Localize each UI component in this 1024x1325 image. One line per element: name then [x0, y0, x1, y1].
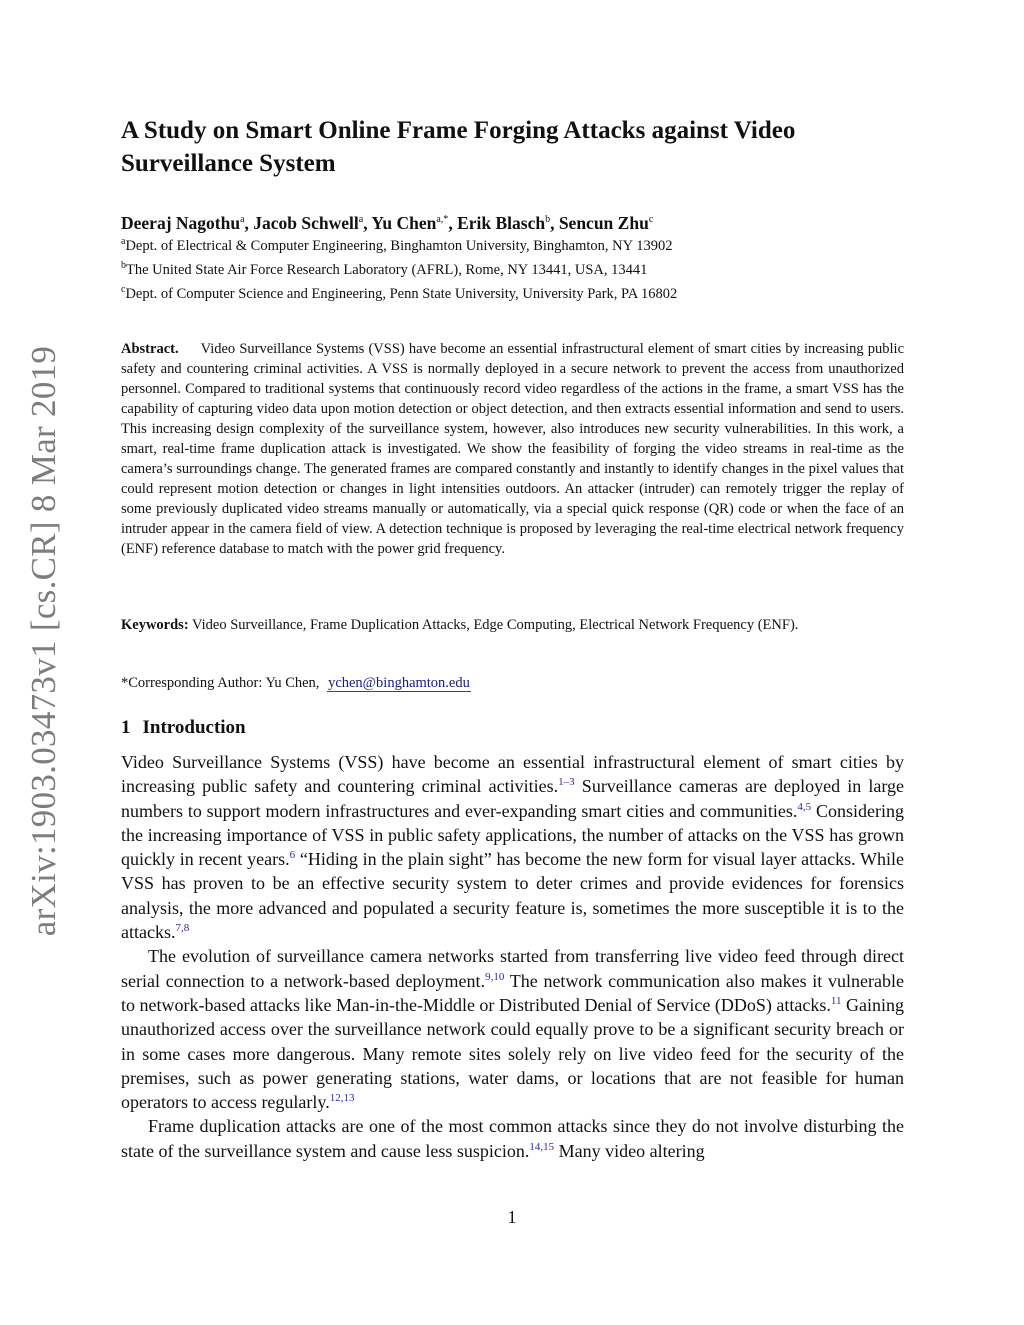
- keywords: [121, 615, 798, 635]
- author-affiliation-mark: a: [358, 214, 364, 225]
- corresponding-email-link[interactable]: ychen@binghamton.edu: [328, 675, 470, 691]
- author-list: [121, 208, 653, 235]
- author-affiliation-mark: a: [240, 214, 245, 225]
- affiliation-mark: a: [121, 236, 126, 247]
- paragraph-text: Video Surveillance Systems (VSS) have become an essential infrastructural element of smart cities by increasing public safety and countering criminal activities.: [121, 752, 904, 797]
- author-name: Erik Blasch: [457, 212, 546, 233]
- paragraph-text: The evolution of surveillance camera networks started from transferring live video feed through direct serial connection to a network-based deployment.: [121, 946, 904, 991]
- author-separator: ,: [448, 212, 458, 233]
- section-title: Introduction: [142, 717, 246, 738]
- author-name: Jacob Schwell: [253, 212, 359, 233]
- paragraph-text: Many video altering: [554, 1140, 705, 1161]
- citation-link[interactable]: 6: [289, 849, 296, 862]
- corresponding-author: [121, 673, 471, 693]
- citation-link[interactable]: 12,13: [329, 1092, 355, 1105]
- author-name: Sencun Zhu: [558, 212, 649, 233]
- citation-link[interactable]: 14,15: [529, 1140, 555, 1153]
- keywords-label: Keywords:: [121, 617, 189, 633]
- paragraph: [121, 750, 904, 944]
- page-number: 1: [507, 1207, 517, 1227]
- author-affiliation-mark: a,*: [436, 214, 449, 225]
- affiliation-list: [121, 232, 677, 303]
- corresponding-author-label: *Corresponding Author: Yu Chen,: [121, 675, 320, 691]
- affiliation-mark: b: [121, 259, 126, 271]
- citation-link[interactable]: 11: [830, 994, 842, 1007]
- affiliation-text: Dept. of Electrical & Computer Engineering, Binghamton University, Binghamton, NY 13902: [125, 237, 673, 254]
- abstract: [121, 339, 904, 559]
- keywords-text: Video Surveillance, Frame Duplication Attacks, Edge Computing, Electrical Network Frequency (ENF).: [192, 617, 799, 633]
- section-heading-introduction: [121, 715, 246, 741]
- author-affiliation-mark: c: [648, 214, 654, 225]
- affiliation: [121, 280, 677, 304]
- affiliation-mark: c: [121, 283, 126, 295]
- paragraph: [121, 1114, 904, 1163]
- author-name: Deeraj Nagothu: [121, 212, 241, 233]
- paragraph-text: Gaining unauthorized access over the surveillance network could equally prove to be a significant security breach or in some cases more dangerous. Many remote sites solely rely on live video feed for the security of the premises, such as power generating stations, water dams, or locations that are not feasible for human operators to access regularly.: [121, 994, 904, 1113]
- paragraph: [121, 944, 904, 1114]
- paragraph-text: Frame duplication attacks are one of the most common attacks since they do not involve disturbing the state of the surveillance system and cause less suspicion.: [121, 1116, 904, 1161]
- affiliation: [121, 232, 677, 256]
- citation-link[interactable]: 7,8: [175, 922, 190, 935]
- paragraph-text: The network communication also makes it vulnerable to network-based attacks like Man-in-the-Middle or Distributed Denial of Service (DDoS) attacks.: [121, 970, 905, 1015]
- introduction-body: [121, 750, 904, 1163]
- author-name: Yu Chen: [371, 212, 437, 233]
- abstract-label: Abstract.: [121, 341, 179, 357]
- arxiv-identifier: [20, 345, 68, 937]
- paragraph-text: Surveillance cameras are deployed in large numbers to support modern infrastructures and ever-expanding smart cities and communities.: [121, 776, 905, 821]
- citation-link[interactable]: 1–3: [558, 776, 575, 789]
- author-separator: ,: [550, 212, 559, 233]
- paper-title: A Study on Smart Online Frame Forging Attacks against Video Surveillance System: [121, 117, 796, 177]
- section-number: 1: [121, 717, 131, 738]
- author-separator: ,: [244, 212, 254, 233]
- affiliation-text: The United State Air Force Research Laboratory (AFRL), Rome, NY 13441, USA, 13441: [126, 261, 648, 278]
- paragraph-text: “Hiding in the plain sight” has become the new form for visual layer attacks. While VSS has proven to be an effective security system to deter crimes and provide evidences for forensics analysis, the more advanced and populated a security feature is, sometimes the more susceptible it is to the attacks.: [121, 849, 904, 943]
- arxiv-identifier-text: arXiv:1903.03473v1 [cs.CR] 8 Mar 2019: [24, 345, 64, 937]
- author-separator: ,: [363, 212, 372, 233]
- affiliation-text: Dept. of Computer Science and Engineering, Penn State University, University Park, PA 16802: [125, 285, 678, 302]
- citation-link[interactable]: 9,10: [485, 970, 505, 983]
- citation-link[interactable]: 4,5: [797, 800, 812, 813]
- paragraph-text: Considering the increasing importance of VSS in public safety applications, the number of attacks on the VSS has grown quickly in recent years.: [121, 800, 904, 870]
- affiliation: [121, 256, 677, 280]
- author-affiliation-mark: b: [545, 214, 551, 225]
- abstract-text: Video Surveillance Systems (VSS) have become an essential infrastructural element of smart cities by increasing public safety and countering criminal activities. A VSS is normally deployed in a secure network to prevent the access from unauthorized personnel. Compared to traditional systems that continuously record video regardless of the actions in the frame, a smart VSS has the capability of capturing video data upon motion detection or object detection, and then extracts essential information and send to users. This increasing design complexity of the surveillance system, however, also introduces new security vulnerabilities. In this work, a smart, real-time frame duplication attack is investigated. We show the feasibility of forging the video streams in real-time as the camera’s surroundings change. The generated frames are compared constantly and instantly to identify changes in the pixel values that could represent motion detection or changes in light intensities outdoors. An attacker (intruder) can remotely trigger the replay of some previously duplicated video streams manually or automatically, via a special quick response (QR) code or when the face of an intruder appear in the camera field of view. A detection technique is proposed by leveraging the real-time electrical network frequency (ENF) reference database to match with the power grid frequency.: [121, 341, 904, 557]
